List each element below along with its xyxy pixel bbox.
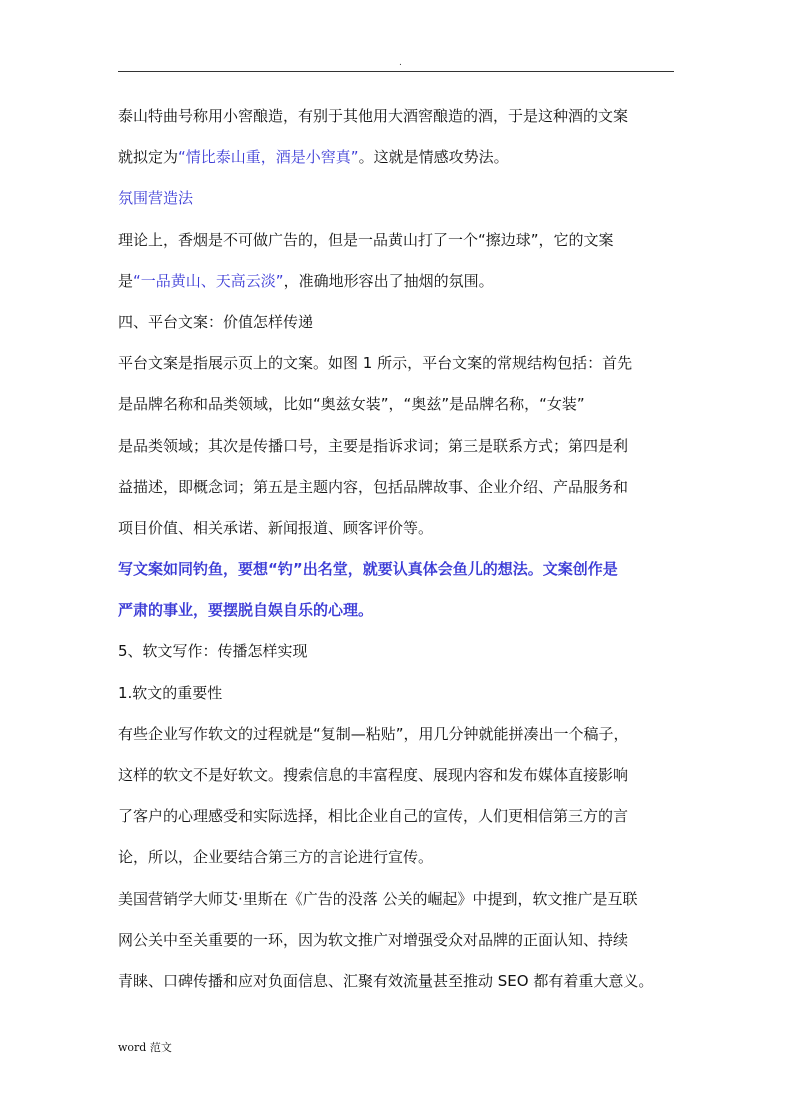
text-segment: 这样的软文不是好软文。搜索信息的丰富程度、展现内容和发布媒体直接影响 <box>118 766 629 784</box>
text-line <box>118 755 680 796</box>
text-line <box>118 302 680 343</box>
text-segment: “一品黄山、天高云淡” <box>133 271 284 290</box>
text-segment: 论，所以，企业要结合第三方的言论进行宣传。 <box>118 848 434 867</box>
text-line <box>118 714 680 755</box>
text-segment: 平台文案是指展示页上的文案。如图 1 所示，平台文案的常规结构包括：首先 <box>118 354 633 373</box>
text-segment: 益描述，即概念词；第五是主题内容，包括品牌故事、企业介绍、产品服务和 <box>118 477 629 496</box>
text-line <box>118 631 680 672</box>
text-segment: 5、软文写作：传播怎样实现 <box>118 642 308 661</box>
text-line <box>118 796 680 837</box>
text-line <box>118 590 680 631</box>
text-segment: 是品类领域；其次是传播口号，主要是指诉求词；第三是联系方式；第四是利 <box>118 436 629 455</box>
text-segment: 理论上，香烟是不可做广告的，但是一品黄山打了一个“擦边球”，它的文案 <box>118 230 614 249</box>
text-segment: “情比泰山重，酒是小窖真” <box>178 148 359 167</box>
text-segment: ，准确地形容出了抽烟的氛围。 <box>283 271 494 290</box>
text-segment: 网公关中至关重要的一环，因为软文推广对增强受众对品牌的正面认知、持续 <box>118 930 629 949</box>
text-segment: 项目价值、相关承诺、新闻报道、顾客评价等。 <box>118 518 434 537</box>
footer-label: word 范文 <box>118 1041 172 1054</box>
text-line <box>118 220 680 261</box>
text-line <box>118 837 680 878</box>
text-line <box>118 920 680 961</box>
text-line <box>118 549 680 590</box>
text-segment: 四、平台文案：价值怎样传递 <box>118 312 314 331</box>
text-line <box>118 673 680 714</box>
text-segment: 美国营销学大师艾·里斯在《广告的没落 公关的崛起》中提到，软文推广是互联 <box>118 889 638 908</box>
text-line <box>118 178 680 219</box>
text-line <box>118 426 680 467</box>
text-segment: 严肃的事业，要摆脱自娱自乐的心理。 <box>118 601 374 620</box>
text-line <box>118 879 680 920</box>
text-segment: 有些企业写作软文的过程就是“复制—粘贴”，用几分钟就能拼凑出一个稿子， <box>118 724 629 743</box>
text-segment: 写文案如同钓鱼，要想“钓”出名堂，就要认真体会鱼儿的想法。文案创作是 <box>118 560 618 579</box>
text-segment: 就拟定为 <box>118 148 179 167</box>
text-segment: 是 <box>118 271 134 290</box>
text-segment: 是品牌名称和品类领域，比如“奥兹女装”，“奥兹”是品牌名称，“女装” <box>118 395 585 414</box>
text-line <box>118 508 680 549</box>
document-body <box>118 96 680 1002</box>
text-line <box>118 343 680 384</box>
text-segment: 1.软文的重要性 <box>118 683 223 702</box>
header-rule <box>118 71 674 72</box>
text-line <box>118 961 680 1002</box>
text-segment: 了客户的心理感受和实际选择，相比企业自己的宣传，人们更相信第三方的言 <box>118 807 629 826</box>
text-line <box>118 384 680 425</box>
text-line <box>118 96 680 137</box>
header-mark: . <box>399 58 402 68</box>
text-segment: 青睐、口碑传播和应对负面信息、汇聚有效流量甚至推动 SEO 都有着重大意义。 <box>118 971 654 990</box>
text-segment: 泰山特曲号称用小窖酿造，有别于其他用大酒窖酿造的酒，于是这种酒的文案 <box>118 107 629 125</box>
text-segment: 氛围营造法 <box>118 189 194 208</box>
text-line <box>118 137 680 178</box>
text-line <box>118 467 680 508</box>
text-segment: 。这就是情感攻势法。 <box>358 148 509 167</box>
text-line <box>118 261 680 302</box>
